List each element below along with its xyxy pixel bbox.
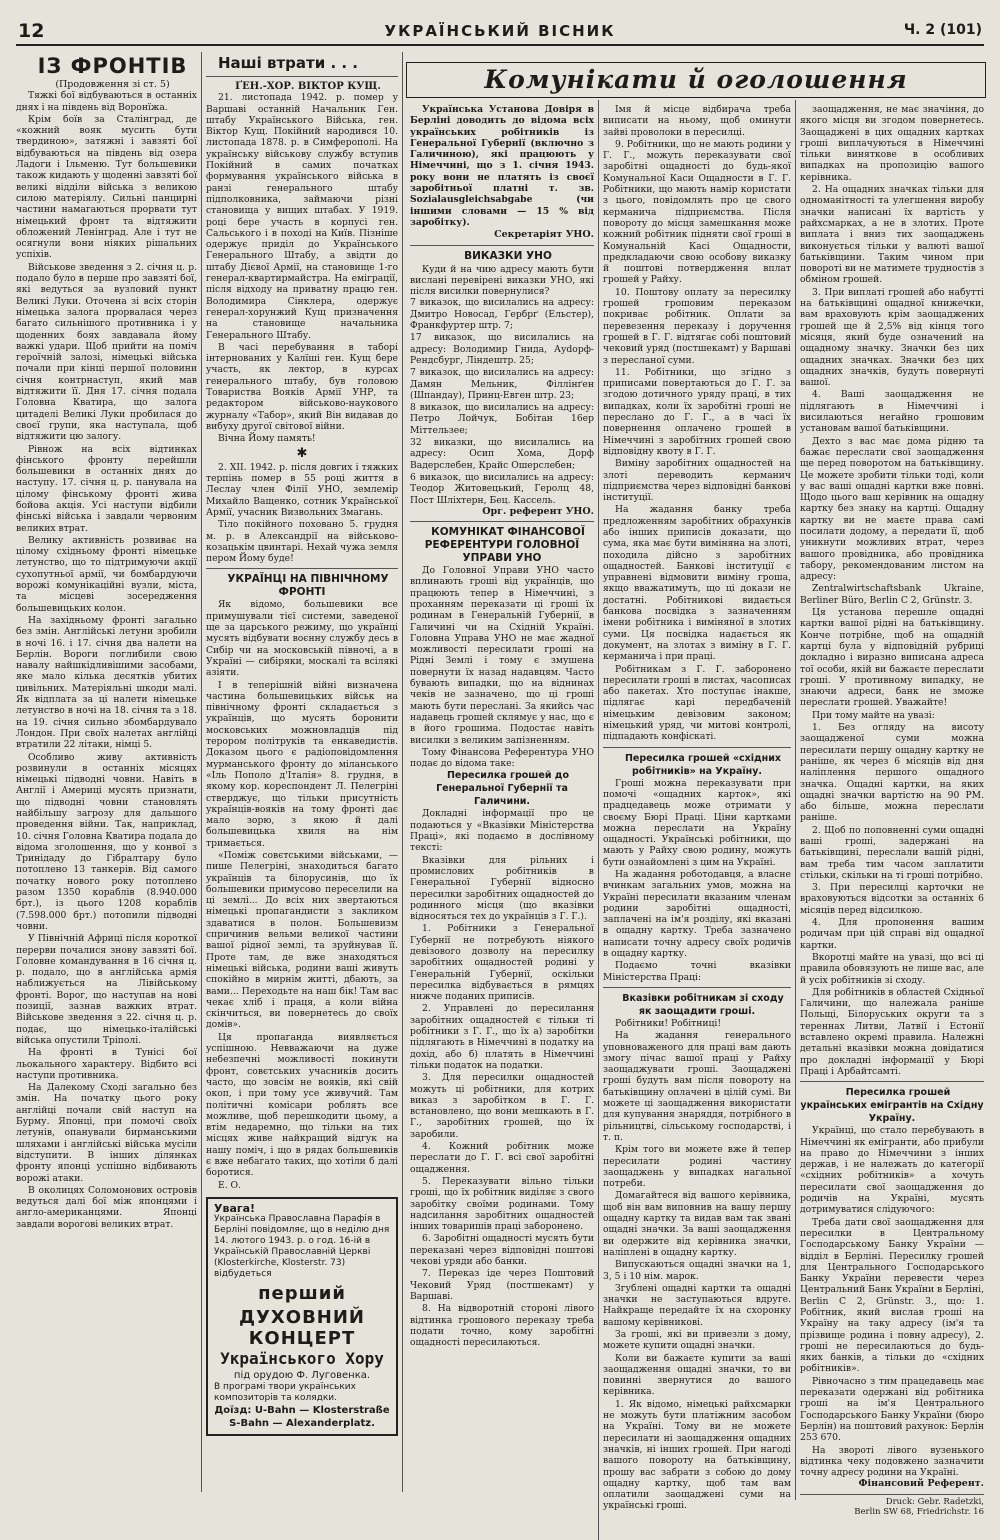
column-losses — [206, 54, 398, 1494]
fronts-continued: (Продовження зі ст. 5) — [55, 79, 170, 90]
paragraph: В часі перебування в таборі інтернованих у Калїші ген. Кущ бере участь, як лектор, в курсах генерального штабу, був головою Товариства Вояків Армії УНР, та редактором військово-наукового журналу «Табор», який Він видавав до вибуху другої світової війни. — [206, 341, 398, 432]
paragraph: Вічна Йому память! — [218, 433, 316, 445]
paragraph: Тому Фінансова Референтура УНО подає до відома таке: — [410, 746, 594, 770]
paragraph: Треба дати свої заощадження для пересилки в Центральному Господарському Банку України — відділ в Берліні. Пересилку грошей для Центрального Господарського Банку України перевести через Центральний Банк України в Берліні, Berlin C 2, Grünstr. 3., що: 1. Робітник, який вислав гроші на Україну на таку адресу (ім'я та прізвище родина і повну адресу), 2. гроші не пересилаються до будь-яких банків, а тільки до «східних робітників». — [800, 1216, 984, 1375]
north-front-heading: УКРАЇНЦІ НА ПІВНІЧНОМУ ФРОНТІ — [227, 573, 389, 599]
separator-star: ✱ — [296, 445, 308, 461]
paragraph: Ця пропаганда виявляється успішною. Невважаючи на дуже небезпечні можливості покинути фронт, совєтських учасників досить часто, що зовсім не вояків, які свій окоп, і при тому усе живучий. Там політичні комісари роблять все можливе, щоб перешкодити цьому, а втім недаремно, що тільки на тих місцях живе найкращий відгук на нашу поміч, і що в рядах большевиків є вже небагато таких, що хотіли б далі боротися. — [206, 1031, 398, 1179]
printer-line-2: Berlin SW 68, Friedrichstr. 16 — [854, 1506, 984, 1517]
paragraph: Вкоротці майте на увазі, що всі ці правила обовязують не лише вас, але й усіх робітників зі сходу. — [800, 951, 984, 986]
page-number: 12 — [18, 20, 45, 42]
emigrant-transfer-heading: Пересилка грошей українських емігрантів на Східну Україну. — [800, 1087, 984, 1125]
paragraph: Домагайтеся від вашого керівника, щоб він вам виповнив на вашу першу ощадну картку та видав вам так звані ощадні значки. За ваші заощадження ви одержите від керівника значки, наліплені в ощадну картку. — [603, 1190, 791, 1258]
east-transfer-body — [603, 778, 791, 983]
paragraph: «Поміж совєтськими військами, — пише Пелегріні, знаходиться багато українців та білорусинів, що їх большевики примусово переселили на ці землі... До всіх них звертаються німецькі пропагандисти з закликом здаватися в полон. Большевизм спричинив вельми великої частини вашої рідної землі, та зруйнував її. Проте там, де вже знаходяться німецькі війська, родини ваші живуть спокійно в мирнім житті, дбають, за вами... Переходьте на наш бік! Там вас чекає хліб і праця, а коли війна скінчиться, ви повернетесь до своїх домів». — [206, 850, 398, 1031]
divider — [800, 1081, 984, 1082]
notice-program: В програмі твори українських композиторів та колядки. — [214, 1382, 356, 1404]
paragraph: Рівнож на всіх відтинках фінського фронту перейшли большевики в останніх днях до наступу. 17. січня ц. р. панувала на цілому фінському фронті жива бойова акція. Усі наступи відбили фінські війська і завдали червоним великих втрат. — [16, 443, 197, 534]
paragraph: 4. Ваші заощадження не підлягають в Німеччині і висилаються негайно грошовим установам вашої батьківщини. — [800, 389, 984, 435]
paragraph: 5. Переказувати вільно тільки гроші, що їх робітник виділяє з свого заробітку своїми родинами. Тому надсилання заробітних ощадностей інших товаришів праці заборонено. — [410, 1175, 594, 1233]
divider — [410, 245, 594, 246]
paragraph: 8. На відворотній стороні лівого відтинка грошового переказу треба подати точно, кому заробітні ощадності пересилаються. — [410, 1303, 594, 1349]
paragraph: Крім боїв за Сталінград, де «кожний вояк мусить бути твердиною», затяжні і завзяті бої відбуваються на південь від озера Ладоги і Ільменю. Тут большевики також кидають у щоденні завзяті бої великі відділи війська з великою силою матеріялу. Сильні панцирні частини намагаються прорвати тут німецький фронт та відтяжити обложений Ленінград. Але і тут не осягнули вони ніяких рішальних успіхів. — [16, 113, 197, 261]
list-item: 6 виказок, що висилались на адресу: Теодор Житовецький, Геролц 48, Пост Шліхтерн, Бец. Кассель. — [410, 471, 594, 506]
paragraph: На західньому фронті загально без змін. Англійські летуни зробили в ночі 16. і 17. січня два налети на Берлін. Вороги поглибили свою навалу найшкідливішими засобами, яке мало кілька десятків убитих цивільних. Матеріяльні шкоди малі. Як відплата за ці налети німецьке летунство в ночі на 18. січня та з 18. на 19. січня сильно збомбардувало Лондон. При своїх налетах англійці втратили 22 літаки, німці 5. — [16, 614, 197, 751]
east-transfer-heading: Пересилка грошей «східних робітників» на Україну. — [624, 752, 781, 777]
column-announcements-2 — [603, 104, 791, 1512]
paragraph: 2. На ощадних значках тільки для одноманітності та улегшення виробу значки написані їх вартість у райхсмарках, а не в злотих. Проте виплата і вниз тих заощаджень виконується тільки у валюті вашої батьківщини. Таким чином при повороті ви не матимете трудностів з обміном грошей. — [800, 184, 984, 286]
paragraph: Тіло покійного поховано 5. грудня м. р. в Александрії на військово-козацькім цвинтарі. Нехай чужа земля пером Йому буде! — [206, 519, 398, 565]
paragraph: Українці, що стало перебувають в Німеччині як емігранти, або прибули на право до Німеччини з інших держав, і не належать до категорії «східних робітників» а хочуть пересилати свої заощадження до родичів на Україні, мусять дотримуватися слідуючого: — [800, 1125, 984, 1216]
paragraph: І в теперішній війні визначена частина большевицьких військ на північному фронті складається з українців, що мусять боронити московських можновладців під терором політруків та енкаведистів. Доказом цього є радіоповідомлення мурманського фронту до міланського «Іль Пополо д'Італія» 8. грудня, в якому кор. кореспондент Л. Пелегріні стверджує, що тільки присутність українців-вояків на тому фронті дає мало зорю, з якою й далі большевицька хвиля на нім тримається. — [206, 679, 398, 849]
paragraph: 9. Робітники, що не мають родини у Г. Г., можуть переказувати свої заробітні ощадності до будь-якої Комунальної Каси Ощадности в Г. Г. Робітники, що мають намір користати з цього, повідомлять про це свого керманича підприємства. Після повороту до місця замешкання може кожний робітник підняти свої гроші в Комунальній Касі Ощадности, предкладаючи свою особову виказку й поштові потвердження вплат грошей у Райху. — [603, 138, 791, 286]
paragraph: 4. Кожний робітник може переслати до Г. Г. всі свої заробітні ощадження. — [410, 1141, 594, 1175]
printer-imprint — [800, 1494, 984, 1517]
statements-list — [410, 297, 594, 505]
paragraph: Виміну заробітних ощадностей на злоті переводить керманич підприємства через відповідні банкові інституції. — [603, 458, 791, 504]
paragraph: У Північній Африці після короткої перерви почалися знову завзяті бої. Головне командування в 16 січня ц. р. подало, що в англійська армія наближується на Лівійському фронті. Ворог, що наступав на нові позиції, зазнав важких втрат. Військове зведення з 22. січня ц. р. подає, що німецько-італійські війська опустили Тріполі. — [16, 933, 197, 1046]
notice-title-3: Українського Хору — [220, 1349, 384, 1369]
paragraph: На жадання роботодавця, а власне вчинкам загальних умов, можна на Україні пересилати вказаним членам родини заробітні ощадності, заплачені на ім'я розділу, які вказані в ощадну картку. Треба зазначено написати точну адресу своїх родичів в ощадну картку. — [603, 869, 791, 960]
divider — [206, 568, 398, 569]
announcements-banner: Комунікати й оголошення — [406, 62, 986, 98]
paragraph: Е. О. — [218, 1179, 242, 1191]
obituary-name: ҐЕН.-ХОР. ВІКТОР КУЩ. — [235, 81, 381, 92]
column-announcements-3 — [800, 104, 984, 1517]
list-item: 7 виказок, що висилались на адресу: Дамян Мельник, Філлінґен (Шпандау), Принц-Евген штр. 23; — [410, 367, 594, 401]
notice-access-2: S-Bahn — Alexanderplatz. — [229, 1418, 375, 1430]
paragraph: Вказівки для рільних і промислових робітників в Генеральної Губернії відносно пересилки заробітних ощадностей до родинного місця (що вказівки відносяться тех до українців з Г. Г.). — [410, 854, 594, 923]
paragraph: На жадання банку треба предложенням заробітних обрахунків або інших приписів доказати, що сума, яка має бути виміняна на злоті, походила дійсно з заробітних ощадностей. Банкові інституції є управнені відмовити виміну гроша, якщо вважатимуть, що ці докази не достатні. Робітникові видається банкова посвідка з зазначенням імени робітника і виміняної в злотих суми. Ця посвідка надається як документ, на злотах з виміну в Г. Г. керманича і при праці. — [603, 504, 791, 663]
paragraph: 10. Поштову оплату за пересилку грошей грошовим переказом покриває робітник. Оплати за перевезення переказу і доручення грошей в Г. Г. відтягає собі поштовий чековий уряд (постшекамт) у Варшаві з пересланої суми. — [603, 286, 791, 366]
column-announcements-1 — [410, 104, 594, 1494]
column-rule — [598, 100, 599, 1540]
issue-number: Ч. 2 (101) — [903, 22, 982, 38]
column-fronts — [16, 54, 197, 1494]
paragraph: Військове зведення з 2. січня ц. р. подало було в перше про завзяті бої, які ведуться за вузловий пункт Великі Луки. Оточена зі всіх сторін німецька залога прорвалася через багато сильнішого противника і у щоденних боях завдавала йому важкі удари. Щоб прийти на поміч героїчній залозі, німецькі війська почали при кінці першої половини січня контрнаступ, який мав відтяжити її. Дня 17. січня подала Головна Кватира, що залога цитаделі Великі Луки пробилася до своєї групи, яка наступала, щоб відтяжити цю залогу. — [16, 261, 197, 443]
paragraph: 3. При пересилці карточки не враховуються відсотки за останніх 6 місяців перед відсилкою. — [800, 882, 984, 916]
paragraph: Велику активність розвиває на цілому східньому фронті німецьке летунство, що то підтримуючи акції сухопутньої армії, чи бомбардуючи ворожі комунікаційні вузли, міста, та місцеві зосередження большевицьких колон. — [16, 534, 197, 614]
paragraph: Подаємо точні вказівки Міністерства Праці: — [603, 960, 791, 983]
paragraph: Робітники! Робітниці! — [615, 1017, 722, 1029]
paragraph: 3. При виплаті грошей або набутті на батьківщині ощадної книжечки, вам враховують крім заощаджених грошей ще й 2,5% від кінця того місяця, який буде означений на ощадному значку. Значки без цих ощадних значках. Значки без цих ощадних значків, будуть повернуті вашої. — [800, 286, 984, 389]
emigrant-transfer-body — [800, 1125, 984, 1478]
concert-notice — [206, 1197, 398, 1436]
notice-title-2: ДУХОВНИЙ КОНЦЕРТ — [238, 1307, 365, 1350]
paragraph: 7. Переказ іде через Поштовий Чековий Уряд (постшекамт) у Варшаві. — [410, 1268, 594, 1302]
printer-line-1: Druck: Gebr. Radetzki, — [885, 1496, 984, 1507]
fronts-heading: ІЗ ФРОНТІВ — [37, 54, 188, 78]
paragraph: Коли ви бажаєте купити за ваші заощадження ощадні значки, то ви повинні звернутися до вашого керівника. — [603, 1352, 791, 1398]
obituary-body — [206, 92, 398, 444]
paragraph: Ця установа перешле ощадні картки вашої рідні на батьківщину. Конче потрібне, щоб на ощадній картці була у відповідній рубриці докладно і виразно виписана адреса тої особи, якій ви бажаєте переслати гроші. У противному випадку, не знаючи адреси, банк не зможе переслати грошей. Уважайте! — [800, 607, 984, 709]
paragraph: Крім того ви можете вже й тепер пересилати родині частину заощаджень у випадках нагальної потреби. — [603, 1144, 791, 1190]
savings-advice-body — [603, 1018, 791, 1512]
paragraph: На звороті лівого вузенького відтинка чеку подовжено зазначити точну адресу родини на Україні. — [800, 1444, 984, 1479]
paragraph: Згублені ощадні картки та ощадні значки не заступаються вдруге. Найкраще передайте їх на схоронку вашому керівникові. — [603, 1282, 791, 1328]
fronts-body — [16, 90, 197, 1230]
paragraph: 6. Заробітні ощадності мусять бути переказані через відповідні поштові чекові уряди або банки. — [410, 1233, 594, 1268]
statements-heading: ВИКАЗКИ УНО — [464, 249, 552, 262]
column-rule — [795, 100, 796, 1500]
paragraph: На фронті в Тунісі бої льокального характеру. Відбито всі наступи противника. — [16, 1047, 197, 1081]
paragraph: 11. Робітники, що згідно з приписами повертаються до Г. Г. за згодою дотичного уряду праці, в тих випадках, коли їх заробітні гроші не переслано до Г. Г., а в часі їх повернення оплачено грошей в Німеччині з заробітних грошей свою відповідну квоту в Г. Г. — [603, 366, 791, 457]
paragraph: 2. Щоб по поповненні суми ощадні ваші гроші, задержані на батьківщині, переслали вашій рідні, вам треба тим часом заплатити стільки, скільки на ті гроші потрібно. — [800, 824, 984, 881]
paragraph: 1. Як відомо, німецькі райхсмарки не можуть бути платіжним засобом на Україні. Тому ви не можете пересилати ні заощадження ощадних значків, ні інших грошей. При нагоді вашого повороту на батьківщину, прошу вас забрати з собою до дому ощадну картку, щоб там вам оплатили заощаджені суми на українські гроші. — [603, 1398, 791, 1512]
divider — [206, 76, 398, 77]
paragraph: Імя й місце відбирача треба виписати на ньому, щоб оминути зайві проволоки в пересилці. — [603, 104, 791, 138]
statements-signature: Орг. референт УНО. — [482, 505, 594, 517]
paragraph: 21. листопада 1942. р. помер у Варшаві останній Начальник Ген. штабу Українського Війська, ген. Віктор Кущ. Покійний народився 10. листопада 1878. р. в Симферополі. На українську військову службу вступив Покійний в самих початках формування українського війська в ранзі генерального штабу підполковника, займаючи різні становища у вищих штабах. У 1919. році бере участь в корпусі ген. Сальського і в поході на Київ. Пізніше одержує приділ до Українського Генерального Штабу, а звідти до штабу Дієвої Армії, на становище 1-го генерал-квартирмайстра. На еміграції, після відходу на приватну працю ген. Володимира Сінклера, одержує генерал-хорунжий Кущ призначення на становище начальника Генерального Штабу. — [206, 92, 398, 341]
obituary-body-2 — [206, 462, 398, 565]
column-rule — [201, 52, 202, 1492]
paragraph: 1. Робітники з Генеральної Губернії не потребують ніякого девізового дозволу на пересилку заробітних ощадностей родині у Генеральній Губернії, оскільки пересилка відбувається в рямцях нижче поданих приписів. — [410, 923, 594, 1003]
paragraph: Особливо живу активність розвинули в останніх місяцях німецькі підводні човни. Навіть в Англії і Америці мусять признати, що підводні човни становлять найбільшу загрозу для дальшого проведення війни. Так, наприклад, 10. січня Головна Кватира подала до відома зголошення, що у конвої з Тринідаду до Гібралтару було потоплено 13 танкерів. Від самого початку нового року потоплено разом 1350 кораблів (8.940.000 брт.), із цього 1208 кораблів (7.598.000 брт.) потопили підводні човни. — [16, 751, 197, 932]
list-item: 32 виказки, що висилались на адресу: Осип Хома, Дорф Вадерслебен, Крайс Ошерслебен; — [410, 437, 594, 471]
losses-heading: Наші втрати . . . — [218, 54, 358, 72]
masthead — [16, 18, 984, 46]
paragraph: В околицях Соломонових островів ведуться далі бої між японцями і англо-американцями. Японці завдали ворогові великих втрат. — [16, 1184, 197, 1230]
finance-signature: Фінансовий Референт. — [858, 1478, 984, 1490]
newspaper-title: УКРАЇНСЬКИЙ ВІСНИК — [384, 22, 616, 40]
lead-signature: Секретаріят УНО. — [494, 229, 594, 241]
gg-transfer-heading: Пересилка грошей до Генеральної Губернії та Галичини. — [436, 770, 570, 808]
paragraph: 4. Для пропонення вашим родичам при цій справі від ощадної картки. — [800, 917, 984, 951]
paragraph: Робітникам з Г. Г. заборонено пересилати гроші в листах, часописах або пакетах. Хто поступає інакше, підлягає карі передбаченій німецьким девізовим законом; німецький уряд, чи митові контролі, підпадають конфіскаті. — [603, 663, 791, 743]
list-item: 7 виказок, що висилались на адресу: Дмитро Новосад, Гербрґ (Ельстер), Франкфуртер штр. 7; — [410, 297, 594, 332]
notice-conductor: під орудою Ф. Луговенка. — [233, 1370, 371, 1382]
notice-title-1: перший — [258, 1283, 346, 1305]
paragraph: Тяжкі бої відбуваються в останніх днях і на південь від Воронїжа. — [16, 90, 197, 113]
savings-rules — [800, 104, 984, 1077]
notice-access-1: Доїзд: U-Bahn — Klosterstraße — [214, 1405, 390, 1417]
paragraph: Гроші можна переказувати при помочі «ощадних карток», які прадцедавець може отримати у своєму Бюрі Праці. Ціни картками можна переслати на Україну ощадності. Українські робітники, що мають у Райху свою родину, можуть бути ознайомлені з цим на Україні. — [603, 777, 791, 868]
notice-body: Українська Православна Парафія в Берліні повідомляє, що в неділю дня 14. лютого 1943. р. о год. 16-ій в Українській Православній Церкві (Klosterkirche, Klosterstr. 73) відбудеться — [214, 1214, 390, 1280]
paragraph: За гроші, які ви привезли з дому, можете купити ощадні значки. — [603, 1328, 791, 1352]
paragraph: Для робітників в областей Східньої Галичини, що належала раніше Польщі, Білоруських округи та з тереннах Литви, Латвії і Естонії вставлено окремі правила. Належні детальні вказівки можна довідатися про докладні інформації у Бюрі Праці і Арбайтсамті. — [800, 986, 984, 1077]
gg-transfer-body — [410, 808, 594, 1348]
savings-advice-heading: Вказівки робітникам зі сходу як заощадити гроші. — [622, 992, 784, 1017]
lead-notice: Українська Установа Довіря в Берліні доводить до відома всіх українських робітників із Генеральної Губернії (включно з Галичиною), які працюють у Німеччині, що з 1. січня 1943. року вони не платять із своєї заробітньої платні т. зв. Sozialausgleichsabgabe (чи іншими словами — 15 % від заробітку). — [410, 104, 594, 228]
paragraph: Zentralwirtschaftsbank Ukraine, Berliner Büro, Berlin C 2, Grünstr. 3. — [800, 583, 984, 606]
paragraph: Рівночасно з тим працедавець має переказати одержані від робітника гроші на ім'я Центрального Господарського Банку України (бюро Берлін) на поштовий рахунок: Берлін 253 670. — [800, 1375, 984, 1444]
paragraph: заощадження, не має значіння, до якого місця ви згодом повернетесь. Заощаджені в цих ощадних картках гроші виплачуються в Німеччині тільки виняткове в особливих випадках на пропозицію вашого керівника. — [800, 104, 984, 183]
paragraph: Дехто з вас має дома рідню та бажає переслати свої заощадження ще перед поворотом на батьківщину. Це можете зробити тільки тоді, коли у вас ваші ощадні картки вже повні. Щодо цього ваш керівник на ощадну картку без знаку на картці. Ощадну картку ви не маєте права самі посилати додому, а передати її, щоб уникнути можливих втрат, через вашого провідника, або провідника табору, рекомендованим листом на адресу: — [800, 435, 984, 583]
statements-intro: Куди й на чию адресу мають бути вислані перевірені виказки УНО, які після висилки повернулися? — [410, 263, 594, 298]
paragraph: 1. Без огляду на висоту заощадженої суми можна пересилати першу ощадну картку не раніше, як через 6 місяців від дня наліплення першого ощадного значка. Ощадні картки, на яких ощадні значки вартістю на 90 РМ. або більше, можна переслати раніше. — [800, 722, 984, 824]
north-front-body — [206, 599, 398, 1190]
paragraph: 3. Для пересилки ощадностей можуть ці робітники, для котрих виказ з заробітком в Г. Г. встановлено, що вони мешкають в Г. Г., заробітних грошей, що їх заробили. — [410, 1072, 594, 1140]
list-item: 8 виказок, що висилались на адресу: Петро Лойчук, Бобітан 16ер Міттельзее; — [410, 402, 594, 436]
transfer-rules — [603, 104, 791, 743]
paragraph: До Головної Управи УНО часто вплинають гроші від українців, що працюють тепер в Німеччині, з проханням переказати ці гроші їх родинам в Генеральній Губернії, в Галичині чи на Східній Україні. Головна Управа УНО не має жадної можливості пересилати гроші на Рідні Землі і тому є змушена повернути їх назад надавцям. Часто бувають випадки, що на віднинах чеків не зазначено, що ці гроші мають бути переслані. За якийсь час надавець грошей склямує у нас, що є в його грошима. Подостає навіть висилки з великим запізненням. — [410, 565, 594, 746]
notice-head: Увага! — [214, 1201, 256, 1215]
divider — [603, 747, 791, 748]
paragraph: На жадання генерального уповноваженого для праці вам дають змогу пічас вашої праці у Райху заощаджувати гроші. Заощаджені гроші будуть вам після повороту на батьківщину оплачені в цілій сумі. Ви можете ці заощадження використати для купування знаряддя, потрібного в рільництві, сільському господарстві, і т. п. — [603, 1030, 791, 1143]
divider — [410, 521, 594, 522]
paragraph: Як відомо, большевики все примушували тієї системи, заведеної ще за царського режиму, що українці мусять відбувати воєнну службу десь в Сибір чи на московській півночі, а в Україні — сибіряки, москалі та всілякі азіяти. — [206, 599, 398, 679]
paragraph: 2. Управлені до пересилання заробітних ощадностей є тільки ті робітники з Г. Г., що їх а) заробітки підлягають в Німеччині в податку на дохід, або б) платять в Німеччині тільки податок на податки. — [410, 1003, 594, 1071]
paragraph: Випускаються ощадні значки на 1, 3, 5 і 10 нім. марок. — [603, 1259, 791, 1282]
finance-body — [410, 565, 594, 769]
paragraph: На Далекому Сході загально без змін. На початку цього року англійці почали свій наступ на Бурму. Японці, при помочі своїх летунів, опанували бирманськими шляхами і англійські війська мусіли відступити. В інших ділянках фронту японці успішно відбивають ворожі атаки. — [16, 1082, 197, 1184]
paragraph: 2. XII. 1942. р. після довгих і тяжких терпінь помер в 55 році життя в Леслау член Філії УНО, землемір Михайло Ващенко, сотник Української Армії, учасник Визвольних Змагань. — [206, 461, 398, 518]
divider — [603, 987, 791, 988]
list-item: 17 виказок, що висилались на адресу: Володимир Гнида, Ауdорф-Рендсбург, Ліндештр. 25; — [410, 332, 594, 366]
finance-heading: КОМУНІКАТ ФІНАНСОВОЇ РЕФЕРЕНТУРИ ГОЛОВНОЇ УПРАВИ УНО — [424, 526, 585, 565]
column-rule — [402, 52, 403, 1492]
paragraph: Докладні інформації про це подаються у «Вказівки Міністерства Праці», які подаємо в дослівному тексті: — [410, 808, 594, 854]
paragraph: При тому майте на увазі: — [812, 709, 935, 721]
